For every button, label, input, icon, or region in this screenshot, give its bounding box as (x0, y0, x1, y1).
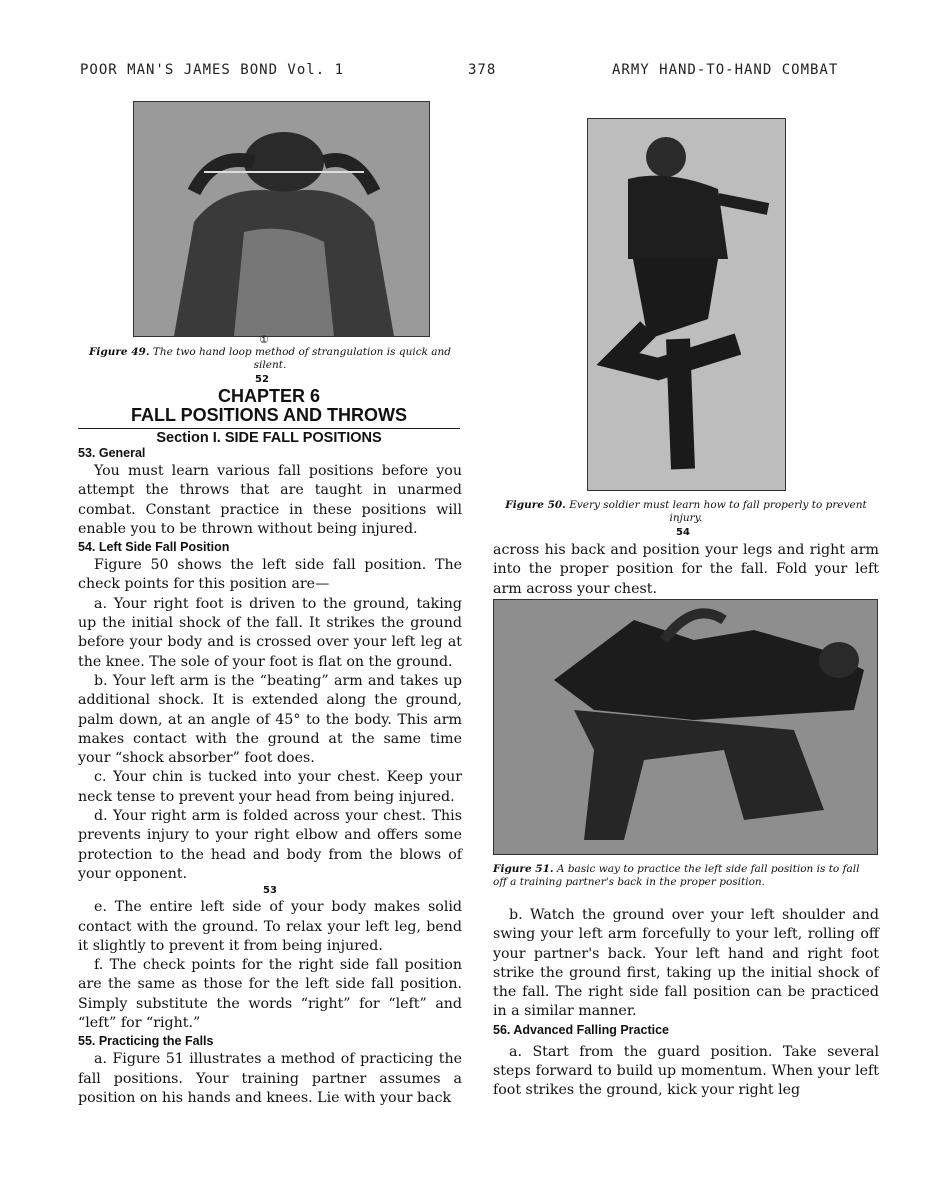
section-number-54: 54 (676, 527, 690, 538)
figure-50-caption (493, 499, 879, 525)
figure-51-label: Figure 51. (493, 863, 554, 875)
figure-50-caption-text: Every soldier must learn how to fall properly to prevent injury. (569, 499, 867, 524)
figure-51-photo (493, 599, 878, 855)
figure-50-photo (587, 118, 786, 491)
figure-51-caption (493, 863, 876, 889)
para-54-c: c. Your chin is tucked into your chest. Keep your neck tense to prevent your head from being injured. (78, 769, 462, 805)
para-56-a: a. Start from the guard position. Take several steps forward to build up momentum. When your left foot strikes the ground, kick your right leg (493, 1043, 879, 1099)
heading-56: 56. Advanced Falling Practice (493, 1022, 669, 1037)
para-54-b: b. Your left arm is the “beating” arm and takes up additional shock. It is extended along the ground, palm down, at an angle of 45° to the body. This arm makes contact with the ground at the same time your “shock absorber” foot does. (78, 672, 462, 767)
right-column-top (493, 541, 879, 599)
para-54-intro: Figure 50 shows the left side fall position. The check points for this position are— (78, 557, 462, 593)
figure-49-marker: ① (259, 334, 269, 346)
para-55-a-continued: across his back and position your legs and right arm into the proper position for the fall. Fold your left arm across your chest. (493, 542, 879, 597)
figure-49-caption-text: The two hand loop method of strangulation is quick and silent. (152, 346, 452, 371)
para-55-a: a. Figure 51 illustrates a method of practicing the fall positions. Your training partner assumes a position on his hands and knees. Lie with your back (78, 1051, 462, 1106)
figure-49-caption (78, 346, 462, 372)
para-54-d: d. Your right arm is folded across your chest. This prevents injury to your right elbow and offers some protection to the head and body from the blows of your opponent. (78, 808, 462, 882)
header-section-title: ARMY HAND-TO-HAND COMBAT (612, 62, 839, 78)
para-54-e: e. The entire left side of your body makes solid contact with the ground. To relax your left leg, bend it slightly to prevent it from being injured. (78, 899, 462, 954)
heading-54: 54. Left Side Fall Position (78, 540, 230, 555)
heading-53: 53. General (78, 446, 146, 460)
figure-49-label: Figure 49. (88, 346, 150, 358)
header-page-number: 378 (468, 62, 497, 78)
figure-50-label: Figure 50. (505, 499, 566, 511)
chapter-title: FALL POSITIONS AND THROWS (78, 405, 460, 429)
right-column-bottom (493, 906, 879, 1101)
chapter-number: CHAPTER 6 (217, 386, 320, 406)
para-53: You must learn various fall positions before you attempt the throws that are taught in unarmed combat. Constant practice in these positions will enable you to be thrown without being injured. (78, 463, 462, 537)
para-54-a: a. Your right foot is driven to the ground, taking up the initial shock of the fall. It strikes the ground before your body and is crossed over your left leg at the knee. The sole of your foot is flat on the ground. (78, 595, 462, 670)
section-number-53: 53 (263, 885, 277, 897)
para-54-f: f. The check points for the right side fall position are the same as those for the left side fall position. Simply substitute the words “right” for “left” and “left” for “right.” (78, 957, 462, 1032)
section-heading: Section I. SIDE FALL POSITIONS (156, 430, 382, 446)
header-book-title: POOR MAN'S JAMES BOND Vol. 1 (80, 62, 345, 78)
figure-51-caption-text: A basic way to practice the left side fall position is to fall off a training partner's back in the proper position. (493, 863, 860, 888)
para-55-b: b. Watch the ground over your left shoulder and swing your left arm forcefully to your left, rolling off your partner's back. Your left hand and right foot strike the ground first, taking up the initial shock of the fall. The right side fall position can be practiced in a similar manner. (493, 907, 879, 1020)
section-number-52: 52 (255, 374, 269, 385)
heading-55: 55. Practicing the Falls (78, 1034, 214, 1049)
figure-49-photo (133, 101, 430, 337)
left-column (78, 445, 462, 1108)
